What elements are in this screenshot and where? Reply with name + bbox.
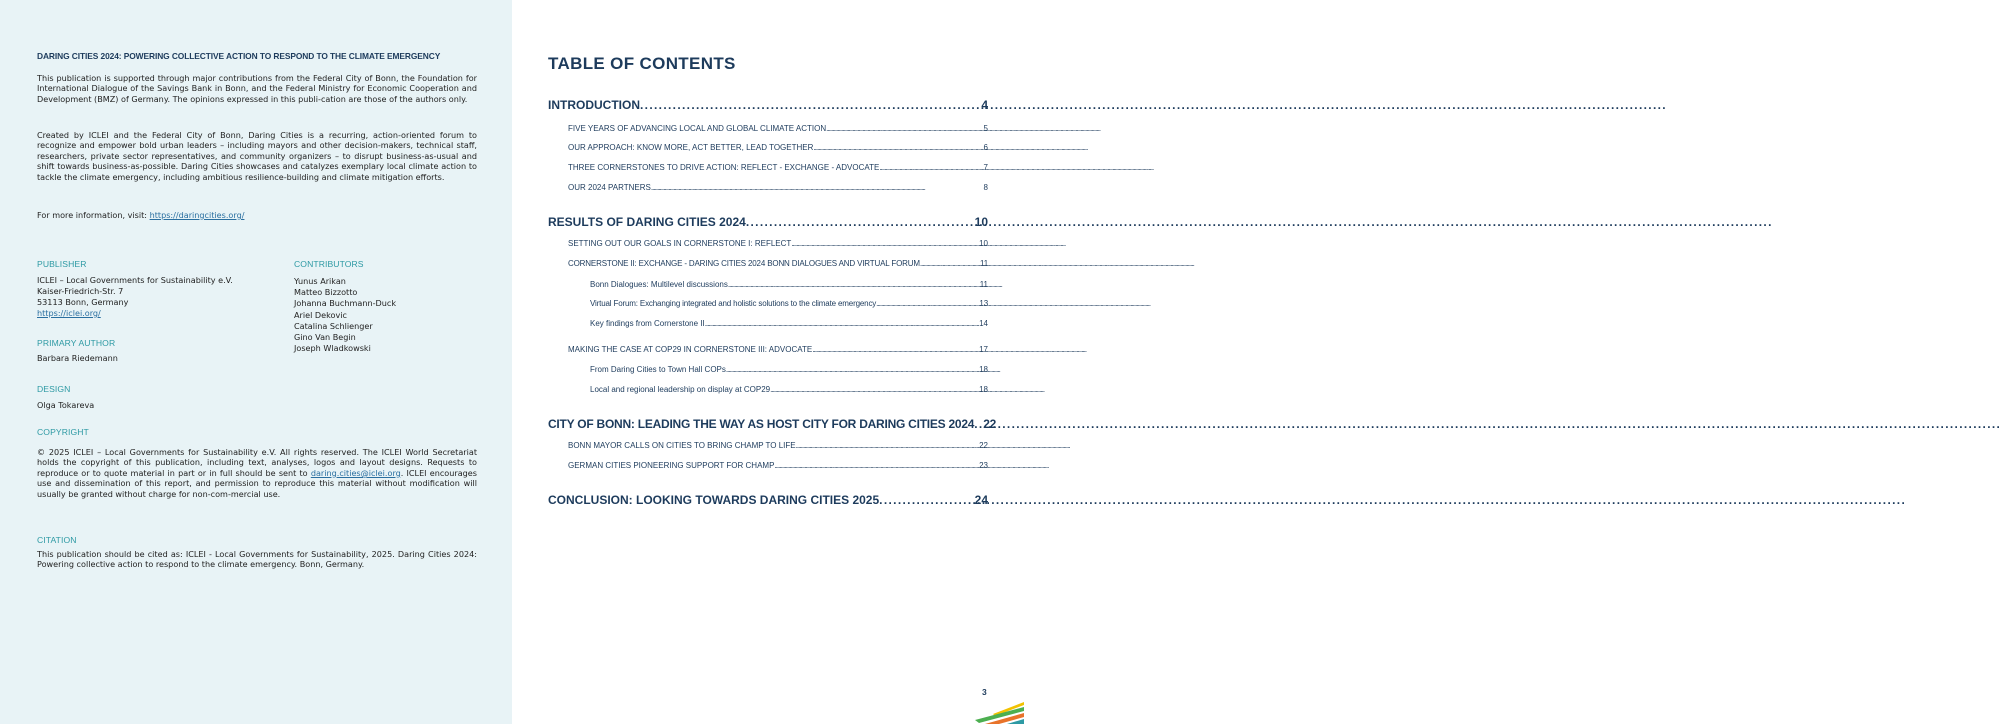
publisher-block (37, 275, 233, 319)
toc-leader (640, 98, 980, 112)
toc-page-number: 10 (979, 239, 988, 248)
toc-leader (974, 417, 982, 431)
toc-leader (879, 163, 982, 172)
page-number: 3 (982, 687, 987, 697)
toc-entry[interactable] (568, 183, 988, 192)
citation-heading: CITATION (37, 535, 77, 545)
toc-title: BONN MAYOR CALLS ON CITIES TO BRING CHAMP TO LIFE (568, 441, 796, 450)
contributor-name: Ariel Dekovic (294, 309, 347, 320)
toc-entry[interactable] (568, 124, 988, 133)
toc-leader (705, 319, 978, 328)
toc-entry[interactable] (568, 461, 988, 470)
about-paragraph: Created by ICLEI and the Federal City of Bonn, Daring Cities is a recurring, action-oriented forum to recognize and empower bold urban leaders – including mayors and other decision-makers, technical staff, researchers, private sector representatives, and community organizers – to disrupt business-as-usual and shift towards business-as-possible. Daring Cities showcases and catalyzes exemplary local climate action to tackle the climate emergency, including ambitious resilience-building and climate mitigation efforts. (37, 130, 477, 182)
toc-title: Key findings from Cornerstone II (590, 319, 705, 328)
toc-leader (791, 239, 978, 248)
contributor-name: Joseph Wladkowski (294, 343, 371, 354)
publisher-street: Kaiser-Friedrich-Str. 7 (37, 286, 124, 296)
toc-title: Bonn Dialogues: Multilevel discussions (590, 280, 728, 289)
toc-entry[interactable] (590, 319, 988, 328)
toc-leader (920, 259, 979, 268)
copyright-heading: COPYRIGHT (37, 427, 89, 437)
brand-stripes-graphic (955, 700, 1024, 724)
toc-heading: TABLE OF CONTENTS (548, 54, 736, 73)
contributors-heading: CONTRIBUTORS (294, 259, 364, 269)
toc-page-number: 11 (980, 259, 988, 268)
copyright-text-a: © 2025 ICLEI – Local Governments for Sustainability e.V. All rights reserved. The ICLEI World Secretariat holds the copyright of this publication, including text, analyses, logos and layout designs. Requests to reproduce or to quote material in part or in full should be sent to (37, 447, 477, 478)
contributor-name: Catalina Schlienger (294, 320, 373, 331)
publisher-heading: PUBLISHER (37, 259, 87, 269)
toc-leader (879, 493, 973, 507)
toc-page-number: 24 (974, 493, 988, 507)
toc-title: Local and regional leadership on display at COP29 (590, 385, 771, 394)
toc-title: GERMAN CITIES PIONEERING SUPPORT FOR CHAMP (568, 461, 775, 470)
primary-author-name: Barbara Riedemann (37, 353, 118, 363)
toc-page-number: 18 (979, 365, 988, 374)
copyright-text-b: . ICLEI encourages use and dissemination of this report, and permission to reproduce this material without modification will usually be granted without charge for non-com-mercial use. (37, 467, 478, 499)
design-name: Olga Tokareva (37, 400, 95, 410)
contributors-list (294, 276, 396, 354)
toc-title: THREE CORNERSTONES TO DRIVE ACTION: REFLECT - EXCHANGE - ADVOCATE (568, 163, 880, 172)
toc-entry[interactable] (568, 143, 988, 152)
toc-page-number: 5 (983, 124, 988, 133)
toc-page-number: 11 (979, 280, 988, 289)
toc-page-number: 23 (979, 461, 988, 470)
toc-page-number: 13 (979, 299, 988, 308)
toc-title: MAKING THE CASE AT COP29 IN CORNERSTONE III: ADVOCATE (568, 345, 813, 354)
toc-page-number: 4 (981, 98, 988, 112)
toc-page-number: 7 (983, 163, 988, 172)
contributor-name: Johanna Buchmann-Duck (294, 298, 397, 309)
toc-title: From Daring Cities to Town Hall COPs (590, 365, 726, 374)
toc-leader (812, 345, 978, 354)
toc-leader (796, 441, 978, 450)
toc-leader (726, 365, 978, 374)
daringcities-link[interactable]: https://daringcities.org/ (149, 210, 245, 220)
toc-page-number: 22 (983, 417, 997, 431)
toc-page-number: 6 (983, 143, 988, 152)
toc-entry[interactable] (590, 299, 988, 308)
toc-page-number: 10 (974, 215, 988, 229)
toc-title: FIVE YEARS OF ADVANCING LOCAL AND GLOBAL CLIMATE ACTION (568, 124, 827, 133)
toc-entry-city-of-bonn[interactable] (548, 417, 997, 431)
publisher-name: ICLEI – Local Governments for Sustainability e.V. (37, 275, 233, 285)
toc-page-number: 14 (979, 319, 988, 328)
toc-title: RESULTS OF DARING CITIES 2024 (548, 215, 746, 229)
copyright-text (37, 447, 477, 499)
toc-title: CITY OF BONN: LEADING THE WAY AS HOST CITY FOR DARING CITIES 2024 (548, 417, 975, 431)
toc-title: Virtual Forum: Exchanging integrated and holistic solutions to the climate emergency (590, 299, 877, 308)
toc-leader (774, 461, 978, 470)
toc-title: CORNERSTONE II: EXCHANGE - DARING CITIES 2024 BONN DIALOGUES AND VIRTUAL FORUM (568, 259, 920, 268)
toc-entry[interactable] (568, 345, 988, 354)
toc-entry-introduction[interactable] (548, 98, 988, 112)
toc-entry-conclusion[interactable] (548, 493, 988, 507)
toc-leader (770, 385, 978, 394)
email-link[interactable]: daring.cities@iclei.org (310, 467, 401, 478)
toc-leader (876, 299, 978, 308)
more-info-label: For more information, visit: (37, 210, 150, 220)
toc-leader (826, 124, 982, 133)
toc-title: OUR APPROACH: KNOW MORE, ACT BETTER, LEAD TOGETHER (568, 143, 814, 152)
publication-title: DARING CITIES 2024: POWERING COLLECTIVE ACTION TO RESPOND TO THE CLIMATE EMERGENCY (37, 51, 441, 61)
toc-title: SETTING OUT OUR GOALS IN CORNERSTONE I: REFLECT (568, 239, 792, 248)
contributor-name: Yunus Arikan (294, 276, 346, 286)
toc-entry[interactable] (590, 385, 988, 394)
toc-title: OUR 2024 PARTNERS (568, 183, 651, 192)
toc-title: INTRODUCTION (548, 98, 640, 112)
contributor-name: Gino Van Begin (294, 332, 356, 343)
toc-page-number: 18 (979, 385, 988, 394)
toc-entry[interactable] (590, 365, 988, 374)
publisher-city: 53113 Bonn, Germany (37, 297, 129, 307)
toc-entry[interactable] (568, 163, 988, 172)
toc-page-number: 17 (979, 345, 988, 354)
toc-page-number: 8 (983, 183, 988, 192)
toc-leader (813, 143, 982, 152)
toc-entry[interactable] (568, 259, 988, 268)
toc-entry[interactable] (568, 239, 988, 248)
citation-text: This publication should be cited as: ICLEI - Local Governments for Sustainability, 2025. Daring Cities 2024: Powering collective action to respond to the climate emergency. Bonn, Germany. (37, 549, 477, 570)
toc-entry[interactable] (590, 280, 988, 289)
primary-author-heading: PRIMARY AUTHOR (37, 338, 116, 348)
design-heading: DESIGN (37, 384, 71, 394)
toc-leader (728, 280, 979, 289)
toc-entry[interactable] (568, 441, 988, 450)
toc-page-number: 22 (979, 441, 988, 450)
iclei-link[interactable]: https://iclei.org/ (37, 308, 101, 318)
toc-entry-results[interactable] (548, 215, 988, 229)
toc-title: CONCLUSION: LOOKING TOWARDS DARING CITIES 2025 (548, 493, 880, 507)
support-paragraph: This publication is supported through major contributions from the Federal City of Bonn, the Foundation for International Dialogue of the Savings Bank in Bonn, and the Federal Ministry for Economic Cooperation and Development (BMZ) of Germany. The opinions expressed in this publi-cation are those of the authors only. (37, 73, 477, 104)
toc-leader (746, 215, 974, 229)
toc-leader (651, 183, 983, 192)
contributor-name: Matteo Bizzotto (294, 287, 358, 298)
more-info (37, 210, 477, 220)
